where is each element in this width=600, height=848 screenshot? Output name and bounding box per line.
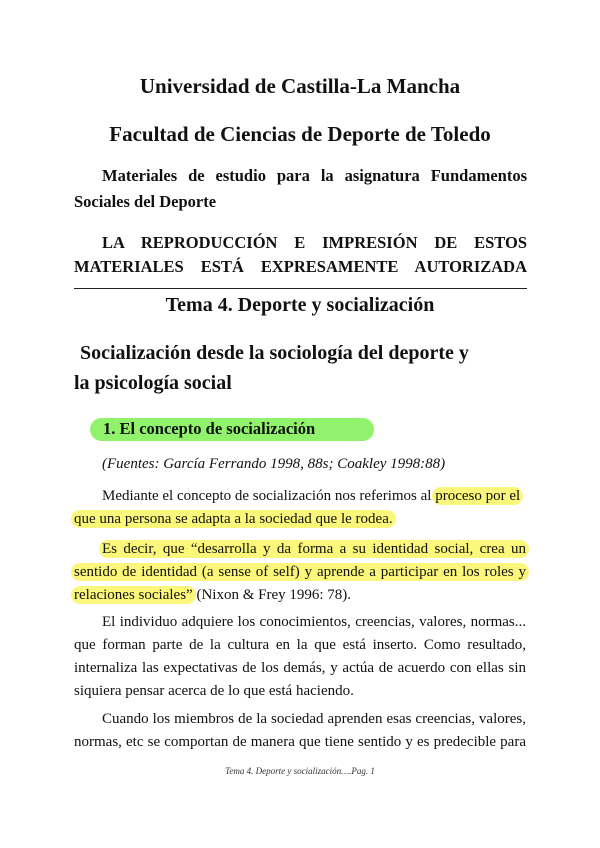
para1-highlight-a: proceso por el <box>432 487 523 505</box>
notice-line-1: LA REPRODUCCIÓN E IMPRESIÓN DE ESTOS <box>102 233 527 252</box>
para3-line-1: El individuo adquiere los conocimientos, creencias, valores, normas... <box>102 614 526 630</box>
page-footer: Tema 4. Deporte y socialización….Pag. 1 <box>225 766 375 776</box>
notice-line-2: MATERIALES ESTÁ EXPRESAMENTE AUTORIZADA <box>74 257 527 276</box>
course-line-1: Materiales de estudio para la asignatura Fundamentos <box>102 166 527 185</box>
paragraph-3 <box>74 611 526 703</box>
section-title-line-1: Socialización desde la sociología del deporte y <box>80 342 469 364</box>
subsection-heading: 1. El concepto de socialización <box>103 419 316 438</box>
faculty-title: Facultad de Ciencias de Deporte de Toledo <box>109 122 491 146</box>
para2-citation: (Nixon & Frey 1996: 78). <box>192 587 352 603</box>
para3-line-4: siquiera pensar acerca de lo que está haciendo. <box>74 683 354 699</box>
course-line-2: Sociales del Deporte <box>74 192 217 211</box>
horizontal-rule <box>74 288 527 289</box>
section-title-line-2: la psicología social <box>74 372 232 394</box>
para2-line-3-highlight: relaciones sociales” <box>71 586 196 604</box>
para2-line-1: Es decir, que “desarrolla y da forma a su identidad social, crea un <box>99 540 529 558</box>
para1-text: Mediante el concepto de socialización nos referimos al <box>102 488 432 504</box>
paragraph-4 <box>74 708 526 754</box>
para3-line-2: que forman parte de la cultura en la que está inserto. Como resultado, <box>74 637 526 653</box>
para4-line-2: normas, etc se comportan de manera que tiene sentido y es predecible para <box>74 734 526 750</box>
para2-line-2: sentido de identidad (a sense of self) y aprende a participar en los roles y <box>71 563 529 581</box>
para1-highlight-b: que una persona se adapta a la sociedad que le rodea. <box>71 510 396 528</box>
sources-note: (Fuentes: García Ferrando 1998, 88s; Coakley 1998:88) <box>102 456 446 472</box>
topic-title: Tema 4. Deporte y socialización <box>165 294 435 316</box>
para4-line-1: Cuando los miembros de la sociedad aprenden esas creencias, valores, <box>102 711 526 727</box>
university-title: Universidad de Castilla-La Mancha <box>139 74 461 98</box>
para3-line-3: internaliza las expectativas de los demás, y actúa de acuerdo con ellas sin <box>74 660 526 676</box>
paragraph-2 <box>74 538 526 607</box>
paragraph-1 <box>74 485 526 531</box>
